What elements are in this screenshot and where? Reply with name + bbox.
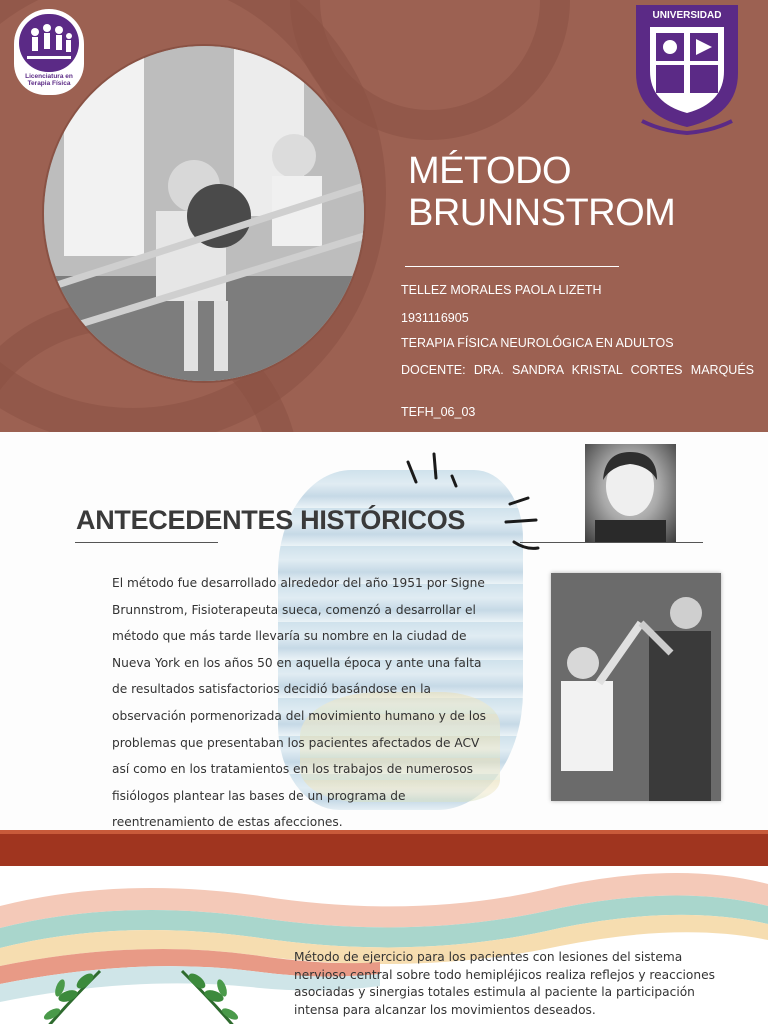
leaf-branch-icon xyxy=(30,966,110,1024)
logo-line-2: Terapia Física xyxy=(27,80,71,87)
presentation-title xyxy=(408,150,738,234)
photo-illustration xyxy=(44,46,364,381)
university-crest-logo xyxy=(632,3,742,135)
docente-name: DOCENTE: DRA. SANDRA KRISTAL CORTES MARQUÉS xyxy=(401,363,754,377)
title-line-1: MÉTODO xyxy=(408,150,572,192)
sparkle-doodle-icon xyxy=(376,442,546,562)
title-slide xyxy=(0,0,768,432)
logo-figures-icon xyxy=(19,14,79,72)
licenciatura-logo xyxy=(14,9,84,95)
history-paragraph: El método fue desarrollado alrededor del año 1951 por Signe Brunnstrom, Fisioterapeuta sueca, comenzó a desarrollar el método que más tarde llevaría su nombre en la ciudad de Nueva York en los años 50 en aquella época y ante una falta de resultados satisfactorios decidió basándose en la observación pormenorizada del movimiento humano y de los problemas que presentaban los pacientes afectados de ACV así como en los tratamientos en los trabajos de numerosos fisiólogos plantear las bases de un programa de reentrenamiento de estas afecciones. xyxy=(112,576,486,830)
therapy-session-photo xyxy=(551,573,721,801)
course-name: TERAPIA FÍSICA NEUROLÓGICA EN ADULTOS xyxy=(401,336,674,350)
heading-rule xyxy=(520,542,703,543)
method-slide xyxy=(0,866,768,1024)
student-name: TELLEZ MORALES PAOLA LIZETH xyxy=(401,283,602,297)
section-bar xyxy=(0,834,768,866)
crest-top-text: UNIVERSIDAD xyxy=(652,10,722,21)
title-divider xyxy=(405,266,619,267)
logo-line-1: Licenciatura en xyxy=(25,73,73,80)
signe-brunnstrom-portrait xyxy=(585,444,676,542)
title-line-2: BRUNNSTROM xyxy=(408,192,676,234)
heading-rule xyxy=(75,542,218,543)
group-code: TEFH_06_03 xyxy=(401,405,476,419)
method-paragraph: Método de ejercicio para los pacientes con lesiones del sistema nervioso central sobre todo hemipléjicos realiza reflejos y reacciones asociadas y sinergias totales estimula al paciente la participación intensa para alcanzar los movimientos deseados. xyxy=(294,950,715,1017)
leaf-branch-icon xyxy=(172,966,252,1024)
student-id: 1931116905 xyxy=(401,311,469,325)
history-slide xyxy=(0,432,768,834)
children-therapy-photo xyxy=(44,46,364,381)
section-heading: ANTECEDENTES HISTÓRICOS xyxy=(76,505,466,535)
